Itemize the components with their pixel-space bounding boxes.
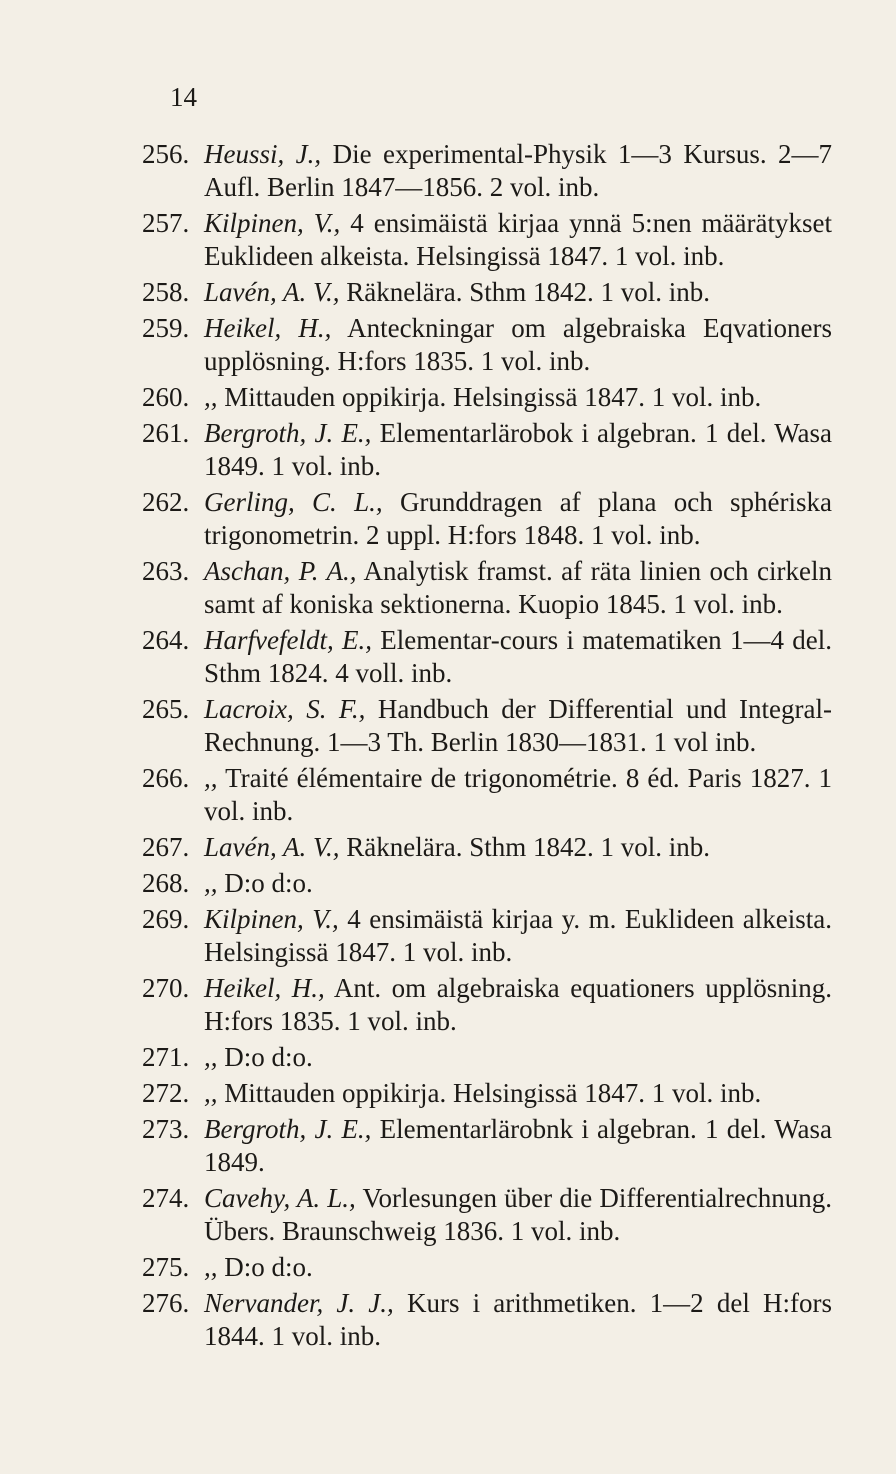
page-number: 14 [170, 82, 197, 112]
entry-number: 257. [142, 208, 190, 238]
entry-text: D:o d:o. [224, 868, 313, 898]
entry-number: 258. [142, 277, 190, 307]
entry-number: 272. [142, 1078, 190, 1108]
entry-author: ,, [204, 1252, 218, 1282]
catalog-entry [142, 312, 832, 378]
catalog-entry [142, 1251, 832, 1284]
entry-author: Kilpinen, V., [204, 904, 339, 934]
entry-author: Bergroth, J. E., [204, 1114, 372, 1144]
catalog-entry [142, 276, 832, 309]
entry-text: Vorlesungen über die Differentialrechnung. Übers. Braunschweig 1836. 1 vol. inb. [204, 1183, 833, 1246]
entry-text: D:o d:o. [224, 1042, 313, 1072]
catalog-entry [142, 1182, 832, 1248]
entry-number: 262. [142, 487, 190, 517]
entry-author: Lavén, A. V., [204, 277, 340, 307]
entry-text: Mittauden oppikirja. Helsingissä 1847. 1 vol. inb. [224, 1078, 762, 1108]
entry-number: 256. [142, 139, 190, 169]
entry-number: 263. [142, 556, 190, 586]
entry-author: Cavehy, A. L., [204, 1183, 356, 1213]
entry-text: Elementarlärobok i algebran. 1 del. Wasa 1849. 1 vol. inb. [204, 418, 832, 481]
entry-author: Harfvefeldt, E., [204, 625, 372, 655]
entry-number: 270. [142, 973, 190, 1003]
entry-author: Lacroix, S. F., [204, 694, 366, 724]
catalog-entry [142, 381, 832, 414]
catalog-entry [142, 762, 832, 828]
entry-number: 266. [142, 763, 190, 793]
entry-text: 4 ensimäistä kirjaa ynnä 5:nen määrätykset Euklideen alkeista. Helsingissä 1847. 1 vol. inb. [204, 208, 832, 271]
entry-author: Aschan, P. A., [204, 556, 357, 586]
entry-author: ,, [204, 868, 218, 898]
entry-number: 267. [142, 832, 190, 862]
catalog-entry [142, 138, 832, 204]
catalog-entry [142, 1113, 832, 1179]
entry-author: Bergroth, J. E., [204, 418, 372, 448]
catalog-entry [142, 486, 832, 552]
entry-number: 261. [142, 418, 190, 448]
entry-text: D:o d:o. [224, 1252, 313, 1282]
entry-text: Analytisk framst. af räta linien och cirkeln samt af koniska sektionerna. Kuopio 1845. 1 vol. inb. [204, 556, 832, 619]
catalog-entry [142, 867, 832, 900]
entry-text: Räknelära. Sthm 1842. 1 vol. inb. [346, 832, 710, 862]
catalog-entry [142, 831, 832, 864]
catalog-entry [142, 417, 832, 483]
entry-text: Die experimental-Physik 1—3 Kursus. 2—7 Aufl. Berlin 1847—1856. 2 vol. inb. [204, 139, 833, 202]
entry-text: Ant. om algebraiska equationers upplösning. H:fors 1835. 1 vol. inb. [204, 973, 832, 1036]
entry-number: 275. [142, 1252, 190, 1282]
entry-text: Traité élémentaire de trigonométrie. 8 éd. Paris 1827. 1 vol. inb. [204, 763, 832, 826]
entry-number: 260. [142, 382, 190, 412]
entry-author: Lavén, A. V., [204, 832, 340, 862]
entry-author: ,, [204, 1078, 218, 1108]
catalog-entry [142, 1287, 832, 1353]
catalog-entry [142, 624, 832, 690]
entry-text: Elementar-cours i matematiken 1—4 del. Sthm 1824. 4 voll. inb. [204, 625, 832, 688]
entry-author: Gerling, C. L., [204, 487, 383, 517]
entry-author: ,, [204, 1042, 218, 1072]
entry-number: 271. [142, 1042, 190, 1072]
entry-number: 276. [142, 1288, 190, 1318]
entry-number: 264. [142, 625, 190, 655]
catalog-entry [142, 1077, 832, 1110]
entry-text: Mittauden oppikirja. Helsingissä 1847. 1 vol. inb. [224, 382, 762, 412]
entry-author: Kilpinen, V., [204, 208, 341, 238]
entry-author: Nervander, J. J., [204, 1288, 394, 1318]
entry-text: Elementarlärobnk i algebran. 1 del. Wasa 1849. [204, 1114, 832, 1177]
catalog-entry [142, 207, 832, 273]
entry-number: 269. [142, 904, 190, 934]
entry-text: Handbuch der Differential und Integral-Rechnung. 1—3 Th. Berlin 1830—1831. 1 vol inb. [204, 694, 832, 757]
entry-author: Heikel, H., [204, 973, 325, 1003]
catalog-entry [142, 555, 832, 621]
entry-author: Heikel, H., [204, 313, 332, 343]
entry-author: ,, [204, 763, 218, 793]
entry-number: 268. [142, 868, 190, 898]
entry-text: 4 ensimäistä kirjaa y. m. Euklideen alkeista. Helsingissä 1847. 1 vol. inb. [204, 904, 832, 967]
catalog-entry [142, 693, 832, 759]
entry-number: 259. [142, 313, 190, 343]
entry-author: ,, [204, 382, 218, 412]
entry-text: Räknelära. Sthm 1842. 1 vol. inb. [346, 277, 710, 307]
entry-number: 265. [142, 694, 190, 724]
catalog-entry [142, 903, 832, 969]
catalog-list [142, 138, 832, 1356]
entry-author: Heussi, J., [204, 139, 322, 169]
entry-text: Kurs i arithmetiken. 1—2 del H:fors 1844. 1 vol. inb. [204, 1288, 832, 1351]
entry-text: Grunddragen af plana och sphériska trigonometrin. 2 uppl. H:fors 1848. 1 vol. inb. [204, 487, 832, 550]
entry-text: Anteckningar om algebraiska Eqvationers upplösning. H:fors 1835. 1 vol. inb. [204, 313, 832, 376]
entry-number: 274. [142, 1183, 190, 1213]
catalog-entry [142, 972, 832, 1038]
entry-number: 273. [142, 1114, 190, 1144]
catalog-entry [142, 1041, 832, 1074]
